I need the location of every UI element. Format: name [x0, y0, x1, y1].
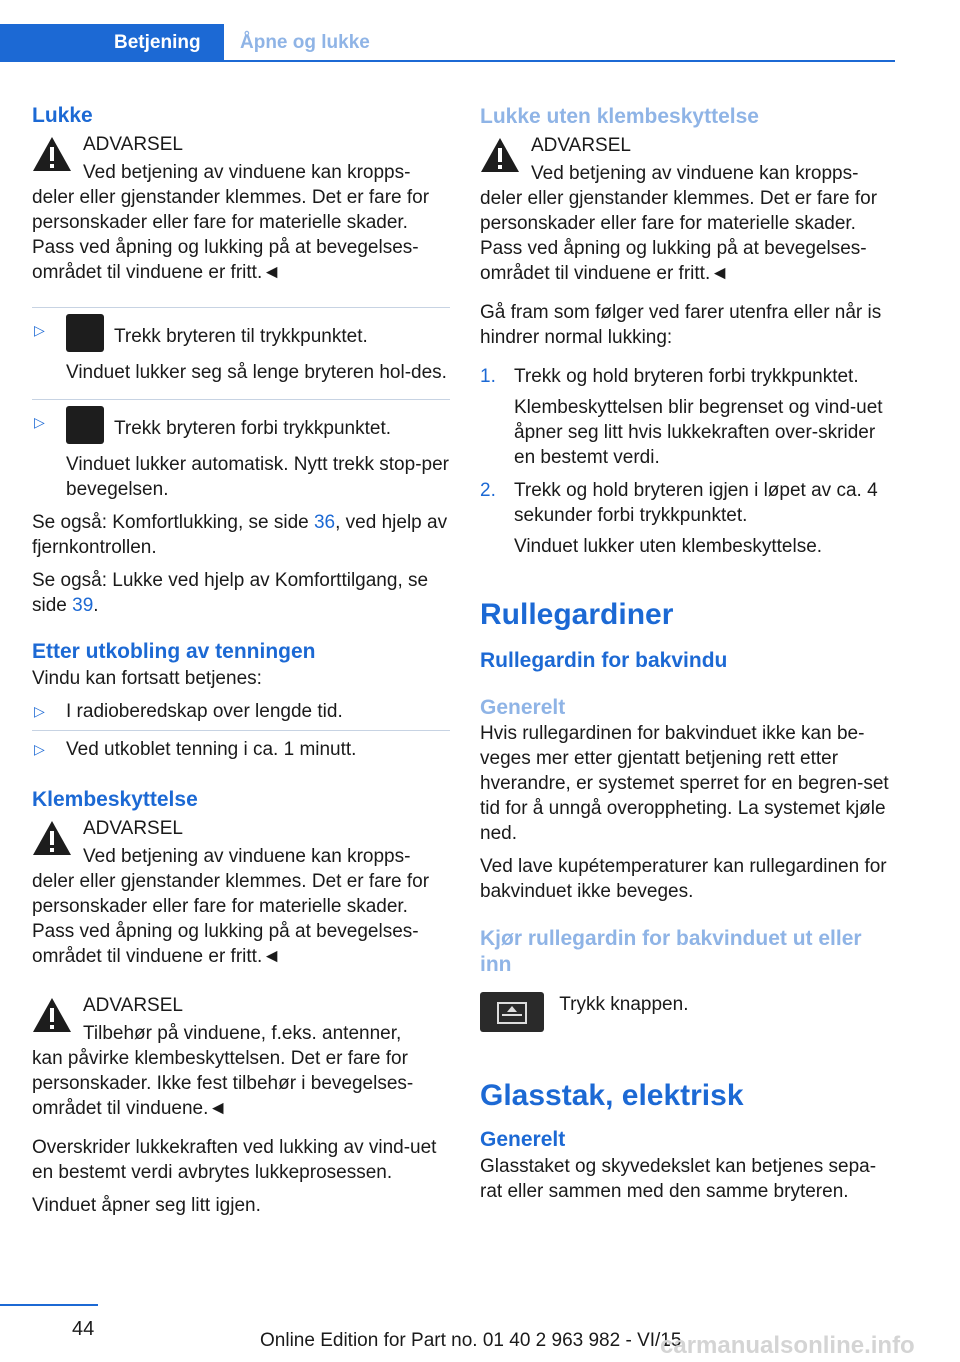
page-link-39[interactable]: 39	[72, 595, 94, 616]
right-column	[480, 100, 898, 1204]
step-description: Vinduet lukker uten klembeskyttelse.	[514, 536, 823, 557]
divider	[32, 307, 450, 308]
item-description: Vinduet lukker automatisk. Nytt trekk stop-per bevegelsen.	[66, 454, 449, 500]
heading-glasstak-elektrisk: Glasstak, elektrisk	[480, 1079, 744, 1112]
warning-block	[32, 991, 450, 1121]
footer-rule	[0, 1304, 98, 1306]
warning-text: deler eller gjenstander klemmes. Det er fare for personskader eller fare for materielle skader. Pass ved åpning og lukking på at bevegelses-området til vinduene er fritt.◄	[32, 187, 430, 283]
heading-rullegardin-bakvindu: Rullegardin for bakvindu	[480, 649, 728, 672]
heading-lukke: Lukke	[32, 104, 93, 127]
edition-text: Online Edition for Part no. 01 40 2 963 982 - VI/15	[260, 1330, 682, 1351]
see-also-text: Se også: Komfortlukking, se side	[32, 512, 314, 533]
list-item	[32, 699, 450, 724]
warning-text: deler eller gjenstander klemmes. Det er fare for personskader eller fare for materielle skader. Pass ved åpning og lukking på at bevegelses-området til vinduene er fritt.◄	[480, 188, 878, 284]
see-also-text: , ved hjelp av fjernkontrollen.	[32, 512, 448, 558]
triangle-bullet-icon: ▷	[34, 741, 45, 757]
step-number: 2.	[480, 480, 496, 501]
triangle-bullet-icon: ▷	[34, 322, 45, 338]
warning-text-first: Ved betjening av vinduene kan kropps-	[83, 162, 411, 183]
item-label: Ved utkoblet tenning i ca. 1 minutt.	[66, 739, 357, 760]
page-link-36[interactable]: 36	[313, 512, 336, 533]
heading-rullegardiner: Rullegardiner	[480, 598, 674, 631]
triangle-bullet-icon: ▷	[34, 414, 45, 430]
divider	[32, 399, 450, 400]
divider	[32, 730, 450, 731]
item-label: Trekk bryteren til trykkpunktet.	[114, 326, 368, 348]
step-text: Trekk og hold bryteren igjen i løpet av ca. 4 sekunder forbi trykkpunktet.	[514, 480, 878, 526]
window-switch-icon	[66, 314, 104, 352]
step-text: Trekk og hold bryteren forbi trykkpunktet.	[514, 366, 859, 387]
chapter-header	[0, 24, 895, 62]
heading-klembeskyttelse: Klembeskyttelse	[32, 788, 198, 811]
warning-text-first: Ved betjening av vinduene kan kropps-	[83, 846, 411, 867]
see-also-text: Se også: Lukke ved hjelp av Komforttilgang, se side	[32, 570, 429, 616]
sunblind-button-icon	[480, 992, 544, 1032]
warning-title: ADVARSEL	[531, 135, 631, 156]
step-item	[480, 478, 898, 559]
see-also-comfort-closing	[32, 510, 450, 560]
see-also-comfort-access	[32, 568, 450, 618]
tab-betjening[interactable]: Betjening	[0, 24, 224, 62]
ved-lave-text: Ved lave kupétemperaturer kan rullegardinen for bakvinduet ikke beveges.	[480, 856, 887, 902]
generelt-text: Hvis rullegardinen for bakvinduet ikke kan be-veges mer etter gjentatt betjening rett etter hverandre, er systemet sperret for en begren-set tid for å unngå overoppheting. La systemet kjøle ned.	[480, 723, 889, 844]
heading-generelt: Generelt	[480, 696, 566, 719]
warning-block	[480, 131, 898, 286]
warning-text: kan påvirke klembeskyttelsen. Det er fare for personskader. Ikke fest tilbehør i bevegelses-området til vinduene.◄	[32, 1048, 414, 1119]
warning-title: ADVARSEL	[83, 134, 183, 155]
left-column	[32, 100, 450, 1218]
trykk-knappen-text: Trykk knappen.	[559, 994, 689, 1015]
heading-generelt: Generelt	[480, 1128, 566, 1151]
warning-text-first: Ved betjening av vinduene kan kropps-	[531, 163, 859, 184]
step-description: Klembeskyttelsen blir begrenset og vind-uet åpner seg litt hvis lukkekraften over-skrider en bestemt verdi.	[514, 397, 883, 468]
warning-block	[32, 130, 450, 285]
triangle-bullet-icon: ▷	[34, 703, 45, 719]
step-number: 1.	[480, 366, 496, 387]
heading-etter-utkobling: Etter utkobling av tenningen	[32, 640, 316, 663]
tab-apne-og-lukke[interactable]: Åpne og lukke	[240, 32, 370, 53]
list-item	[32, 318, 450, 385]
button-instruction	[480, 992, 898, 1032]
warning-text: deler eller gjenstander klemmes. Det er fare for personskader eller fare for materielle skader. Pass ved åpning og lukking på at bevegelses-området til vinduene er fritt.◄	[32, 871, 430, 967]
generelt-text: Glasstaket og skyvedekslet kan betjenes sepa-rat eller sammen med den samme bryteren.	[480, 1156, 877, 1202]
list-item	[32, 737, 450, 762]
item-label: Trekk bryteren forbi trykkpunktet.	[114, 418, 392, 440]
window-switch-icon	[66, 406, 104, 444]
etter-text: Vindu kan fortsatt betjenes:	[32, 668, 262, 689]
heading-lukke-uten-klembeskyttelse: Lukke uten klembeskyttelse	[480, 105, 759, 128]
warning-block	[32, 814, 450, 969]
see-also-text: .	[93, 595, 99, 616]
heading-kjor-rullegardin: Kjør rullegardin for bakvinduet ut eller inn	[480, 927, 862, 976]
warning-triangle-icon	[480, 137, 520, 173]
warning-title: ADVARSEL	[83, 995, 183, 1016]
warning-text-first: Tilbehør på vinduene, f.eks. antenner,	[83, 1023, 402, 1044]
ga-fram-text: Gå fram som følger ved farer utenfra eller når is hindrer normal lukking:	[480, 302, 882, 348]
warning-triangle-icon	[32, 136, 72, 172]
item-label: I radioberedskap over lengde tid.	[66, 701, 343, 722]
header-rule	[224, 60, 895, 62]
warning-triangle-icon	[32, 820, 72, 856]
vinduet-apner-text: Vinduet åpner seg litt igjen.	[32, 1195, 261, 1216]
item-description: Vinduet lukker seg så lenge bryteren hol-des.	[66, 362, 447, 383]
page-number: 44	[72, 1318, 95, 1340]
warning-triangle-icon	[32, 997, 72, 1033]
overskrider-text: Overskrider lukkekraften ved lukking av vind-uet en bestemt verdi avbrytes lukkeprosessen.	[32, 1137, 437, 1183]
list-item	[32, 410, 450, 502]
warning-title: ADVARSEL	[83, 818, 183, 839]
watermark: carmanualsonline.info	[660, 1332, 915, 1359]
step-item	[480, 364, 898, 470]
